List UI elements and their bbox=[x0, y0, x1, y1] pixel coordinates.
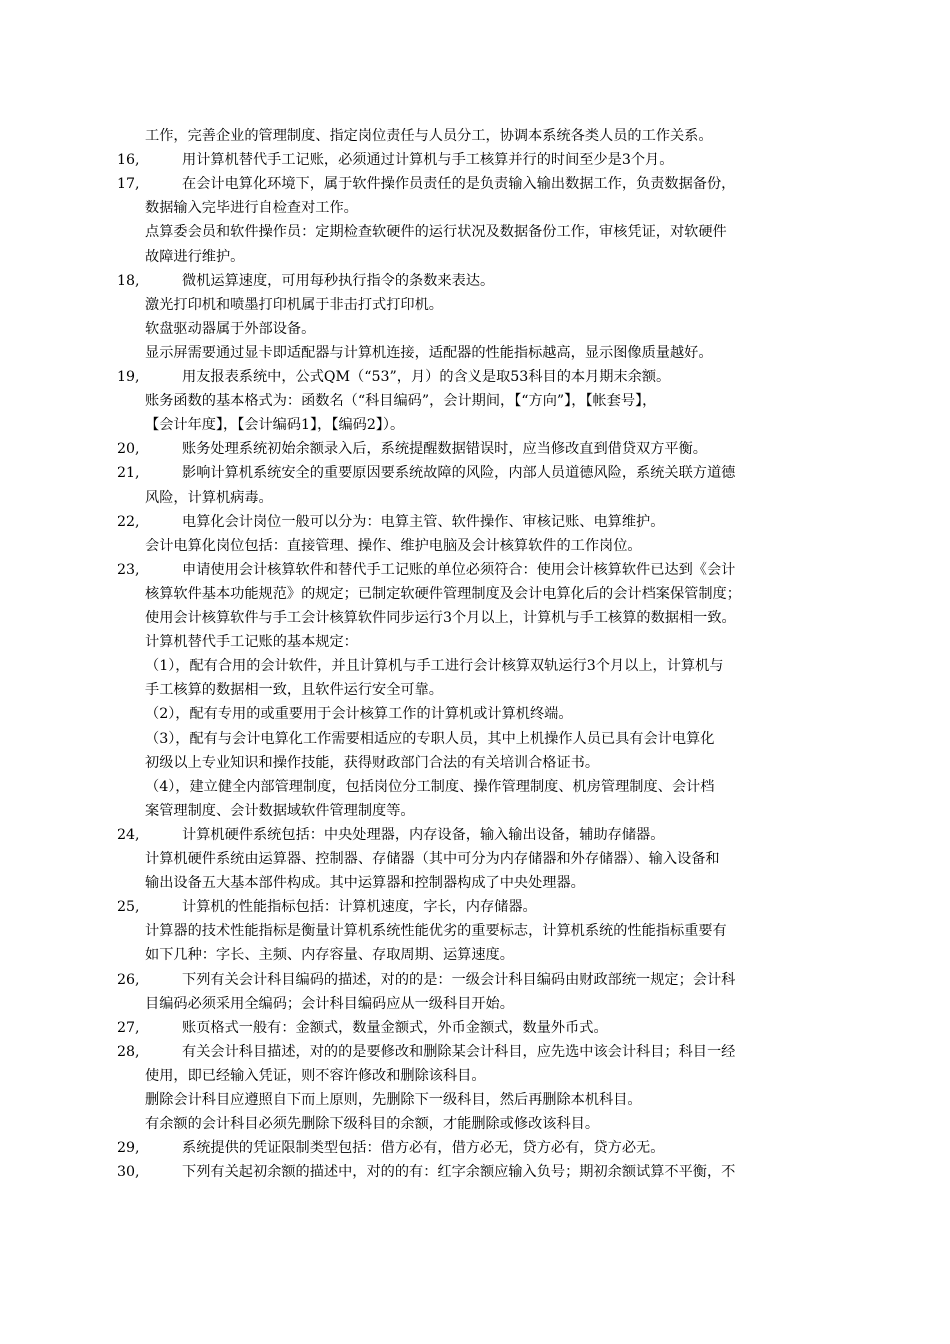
continuation-text: 计算机硬件系统由运算器、控制器、存储器（其中可分为内存储器和外存储器）、输入设备和 bbox=[145, 851, 720, 867]
item-number: 30, bbox=[117, 1164, 140, 1180]
item-number: 23, bbox=[117, 562, 140, 578]
item-text: 账务处理系统初始余额录入后，系统提醒数据错误时，应当修改直到借贷双方平衡。 bbox=[182, 441, 707, 457]
continuation-text: 账务函数的基本格式为：函数名（“科目编码”，会计期间，【“方向”】，【帐套号】， bbox=[145, 393, 657, 409]
continuation-text: 手工核算的数据相一致，且软件运行安全可靠。 bbox=[145, 682, 443, 698]
item-number: 22, bbox=[117, 514, 140, 530]
continuation-text: 故障进行维护。 bbox=[145, 249, 245, 265]
item-text: 计算机硬件系统包括：中央处理器，内存设备，输入输出设备，辅助存储器。 bbox=[182, 827, 665, 843]
continuation-text: 计算机替代手工记账的基本规定： bbox=[145, 634, 358, 650]
item-number: 17, bbox=[117, 176, 140, 192]
item-number: 18, bbox=[117, 273, 140, 289]
item-number: 26, bbox=[117, 972, 140, 988]
item-text: 下列有关起初余额的描述中，对的的有：红字余额应输入负号；期初余额试算不平衡，不 bbox=[182, 1164, 736, 1180]
continuation-text: 软盘驱动器属于外部设备。 bbox=[145, 321, 316, 337]
continuation-text: 显示屏需要通过显卡即适配器与计算机连接，适配器的性能指标越高，显示图像质量越好。 bbox=[145, 345, 713, 361]
item-number: 28, bbox=[117, 1044, 140, 1060]
item-text: 在会计电算化环境下，属于软件操作员责任的是负责输入输出数据工作，负责数据备份， bbox=[182, 176, 736, 192]
continuation-text: （3），配有与会计电算化工作需要相适应的专职人员，其中上机操作人员已具有会计电算化 bbox=[145, 731, 715, 747]
item-number: 20, bbox=[117, 441, 140, 457]
continuation-text: 核算软件基本功能规范》的规定；已制定软硬件管理制度及会计电算化后的会计档案保管制度； bbox=[145, 586, 741, 602]
continuation-text: 如下几种：字长、主频、内存容量、存取周期、运算速度。 bbox=[145, 947, 514, 963]
item-text: 用友报表系统中，公式QM（“53”，月）的含义是取53科目的本月期末余额。 bbox=[182, 369, 671, 385]
item-number: 19, bbox=[117, 369, 140, 385]
continuation-text: 目编码必须采用全编码；会计科目编码应从一级科目开始。 bbox=[145, 996, 514, 1012]
item-number: 25, bbox=[117, 899, 140, 915]
continuation-text: 有余额的会计科目必须先删除下级科目的余额，才能删除或修改该科目。 bbox=[145, 1116, 600, 1132]
continuation-text: 工作，完善企业的管理制度、指定岗位责任与人员分工，协调本系统各类人员的工作关系。 bbox=[145, 128, 713, 144]
continuation-text: 激光打印机和喷墨打印机属于非击打式打印机。 bbox=[145, 297, 443, 313]
continuation-text: 案管理制度、会计数据域软件管理制度等。 bbox=[145, 803, 415, 819]
item-text: 下列有关会计科目编码的描述，对的的是：一级会计科目编码由财政部统一规定；会计科 bbox=[182, 972, 736, 988]
continuation-text: 风险，计算机病毒。 bbox=[145, 490, 273, 506]
continuation-text: 【会计年度】，【会计编码1】，【编码2】）。 bbox=[145, 417, 405, 433]
continuation-text: 使用会计核算软件与手工会计核算软件同步运行3个月以上，计算机与手工核算的数据相一致。 bbox=[145, 610, 736, 626]
item-text: 有关会计科目描述，对的的是要修改和删除某会计科目，应先选中该会计科目；科目一经 bbox=[182, 1044, 736, 1060]
item-text: 用计算机替代手工记账，必须通过计算机与手工核算并行的时间至少是3个月。 bbox=[182, 152, 674, 168]
item-number: 27, bbox=[117, 1020, 140, 1036]
continuation-text: 输出设备五大基本部件构成。其中运算器和控制器构成了中央处理器。 bbox=[145, 875, 585, 891]
continuation-text: 使用，即已经输入凭证，则不容许修改和删除该科目。 bbox=[145, 1068, 486, 1084]
item-text: 计算机的性能指标包括：计算机速度，字长，内存储器。 bbox=[182, 899, 537, 915]
item-number: 29, bbox=[117, 1140, 140, 1156]
continuation-text: 初级以上专业知识和操作技能，获得财政部门合法的有关培训合格证书。 bbox=[145, 755, 600, 771]
item-text: 影响计算机系统安全的重要原因要系统故障的风险，内部人员道德风险，系统关联方道德 bbox=[182, 465, 736, 481]
continuation-text: （2），配有专用的或重要用于会计核算工作的计算机或计算机终端。 bbox=[145, 706, 573, 722]
continuation-text: 数据输入完毕进行自检查对工作。 bbox=[145, 200, 358, 216]
item-text: 账页格式一般有：金额式，数量金额式，外币金额式，数量外币式。 bbox=[182, 1020, 608, 1036]
continuation-text: 点算委会员和软件操作员：定期检查软硬件的运行状况及数据备份工作，审核凭证，对软硬件 bbox=[145, 224, 727, 240]
continuation-text: 计算器的技术性能指标是衡量计算机系统性能优劣的重要标志，计算机系统的性能指标重要有 bbox=[145, 923, 727, 939]
continuation-text: 会计电算化岗位包括：直接管理、操作、维护电脑及会计核算软件的工作岗位。 bbox=[145, 538, 642, 554]
item-text: 微机运算速度，可用每秒执行指令的条数来表达。 bbox=[182, 273, 495, 289]
continuation-text: （4），建立健全内部管理制度，包括岗位分工制度、操作管理制度、机房管理制度、会计档 bbox=[145, 779, 715, 795]
item-number: 16, bbox=[117, 152, 140, 168]
continuation-text: （1），配有合用的会计软件，并且计算机与手工进行会计核算双轨运行3个月以上，计算机与 bbox=[145, 658, 724, 674]
continuation-text: 删除会计科目应遵照自下而上原则，先删除下一级科目，然后再删除本机科目。 bbox=[145, 1092, 642, 1108]
item-text: 电算化会计岗位一般可以分为：电算主管、软件操作、审核记账、电算维护。 bbox=[182, 514, 665, 530]
item-text: 申请使用会计核算软件和替代手工记账的单位必须符合：使用会计核算软件已达到《会计 bbox=[182, 562, 736, 578]
item-number: 24, bbox=[117, 827, 140, 843]
item-number: 21, bbox=[117, 465, 140, 481]
item-text: 系统提供的凭证限制类型包括：借方必有，借方必无，贷方必有，贷方必无。 bbox=[182, 1140, 665, 1156]
